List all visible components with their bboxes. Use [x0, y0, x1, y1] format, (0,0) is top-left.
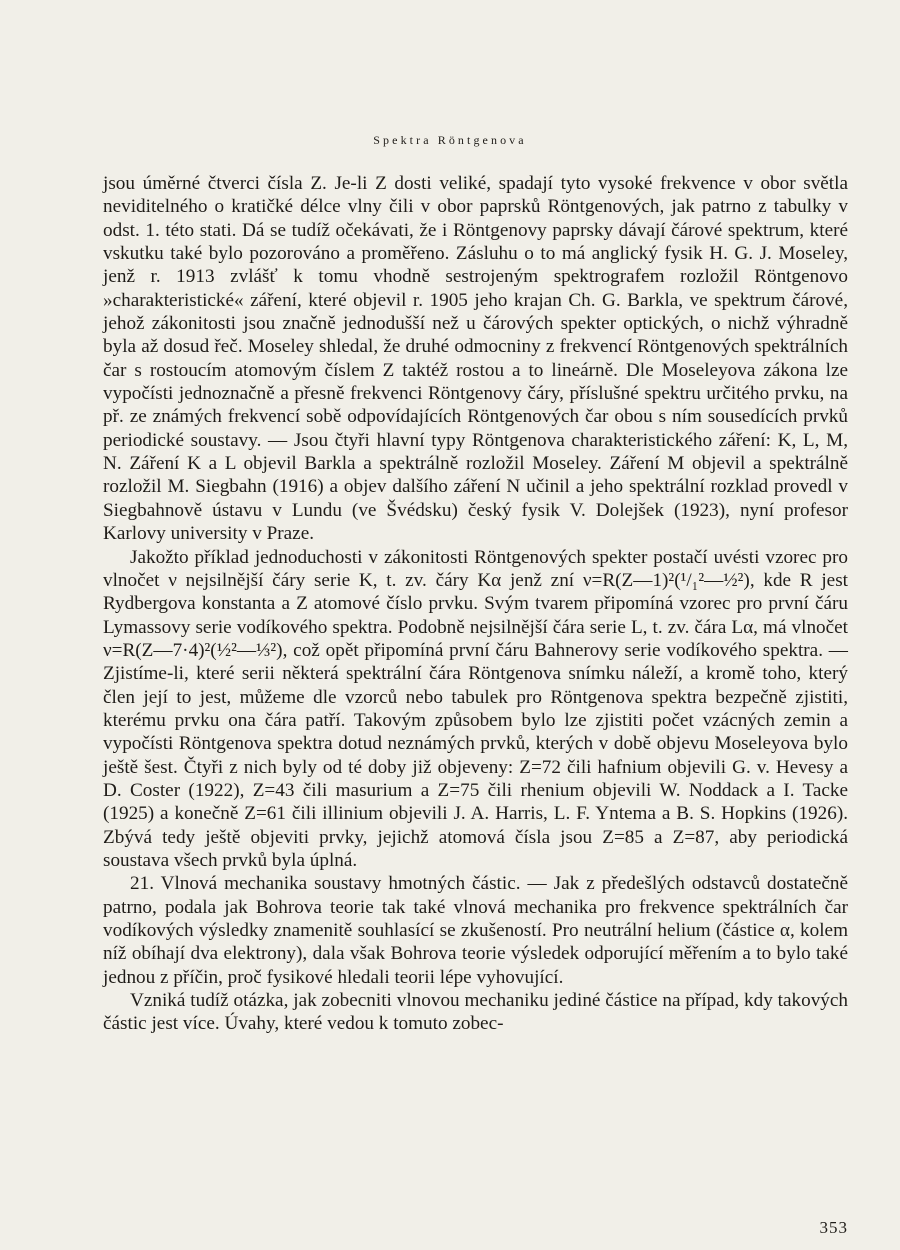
- paragraph: Jakožto příklad jednoduchosti v zákonitosti Röntgenových spekter postačí uvésti vzorec pro vlnočet ν nejsilnější čáry serie K, t. zv. čáry Kα jenž zní ν=R(Z—1)²(¹/₁²—½²), kde R jest Rydbergova konstanta a Z atomové číslo prvku. Svým tvarem připomíná vzorec pro první čáru Lymassovy serie vodíkového spektra. Podobně nejsilnější čára serie L, t. zv. čára Lα, má vlnočet ν=R(Z—7·4)²(½²—⅓²), což opět připomíná první čáru Bahnerovy serie vodíkového spektra. — Zjistíme-li, které serii některá spektrální čára Röntgenova snímku náleží, a kromě toho, který člen její to jest, můžeme dle vzorců nebo tabulek pro Röntgenova spektra bezpečně zjistiti, kterému prvku ona čára patří. Takovým způsobem bylo lze zjistiti počet vzácných zemin a vypočísti Röntgenova spektra dotud neznámých prvků, kterých v době objevu Moseleyova bylo ještě šest. Čtyři z nich byly od té doby již objeveny: Z=72 čili hafnium objevili G. v. Hevesy a D. Coster (1922), Z=43 čili masurium a Z=75 čili rhenium objevili W. Noddack a I. Tacke (1925) a konečně Z=61 čili illinium objevili J. A. Harris, L. F. Yntema a B. S. Hopkins (1926). Zbývá tedy ještě objeviti prvky, jejichž atomová čísla jsou Z=85 a Z=87, aby periodická soustava všech prvků byla úplná.: [103, 546, 848, 871]
- body-text: [103, 172, 848, 1036]
- running-head: Spektra Röntgenova: [373, 133, 527, 147]
- paragraph: jsou úměrné čtverci čísla Z. Je-li Z dosti veliké, spadají tyto vysoké frekvence v obor světla neviditelného o kratičké délce vlny čili v obor paprsků Röntgenových, jak patrno z tabulky v odst. 1. této stati. Dá se tudíž očekávati, že i Röntgenovy paprsky dávají čárové spektrum, které vskutku také bylo pozorováno a proměřeno. Zásluhu o to má anglický fysik H. G. J. Moseley, jenž r. 1913 zvlášť k tomu vhodně sestrojeným spektrografem rozložil Röntgenovo »charakteristické« záření, které objevil r. 1905 jeho krajan Ch. G. Barkla, ve spektrum čárové, jehož zákonitosti jsou značně jednodušší než u čárových spekter optických, o nichž výhradně byla až dosud řeč. Moseley shledal, že druhé odmocniny z frekvencí Röntgenových spektrálních čar s rostoucím atomovým číslem Z taktéž rostou a to lineárně. Dle Moseleyova zákona lze vypočísti jednoznačně a přesně frekvenci Röntgenovy čáry, příslušné spektru určitého prvku, na př. ze známých frekvencí sobě odpovídajících Röntgenových čar obou s ním sousedících prvků periodické soustavy. — Jsou čtyři hlavní typy Röntgenova charakteristického záření: K, L, M, N. Záření K a L objevil Barkla a spektrálně rozložil Moseley. Záření M objevil a spektrálně rozložil M. Siegbahn (1916) a objev dalšího záření N učinil a jeho spektrální rozklad provedl v Siegbahnově ústavu v Lundu (ve Švédsku) český fysik V. Dolejšek (1923), nyní profesor Karlovy university v Praze.: [103, 173, 848, 545]
- section-paragraph: 21. Vlnová mechanika soustavy hmotných částic. — Jak z předešlých odstavců dostatečně patrno, podala jak Bohrova teorie tak také vlnová mechanika pro frekvence spektrálních čar vodíkových výsledky znamenitě souhlasící se zkušeností. Pro neutrální helium (částice α, kolem níž obíhají dva elektrony), dala však Bohrova teorie výsledek odporující měřením a to bylo také jednou z příčin, proč fysikové hledali teorii lépe vyhovující.: [103, 873, 848, 988]
- page-number: 353: [819, 1218, 848, 1237]
- paragraph: Vzniká tudíž otázka, jak zobecniti vlnovou mechaniku jediné částice na případ, kdy takových částic jest více. Úvahy, které vedou k tomuto zobec-: [103, 990, 848, 1035]
